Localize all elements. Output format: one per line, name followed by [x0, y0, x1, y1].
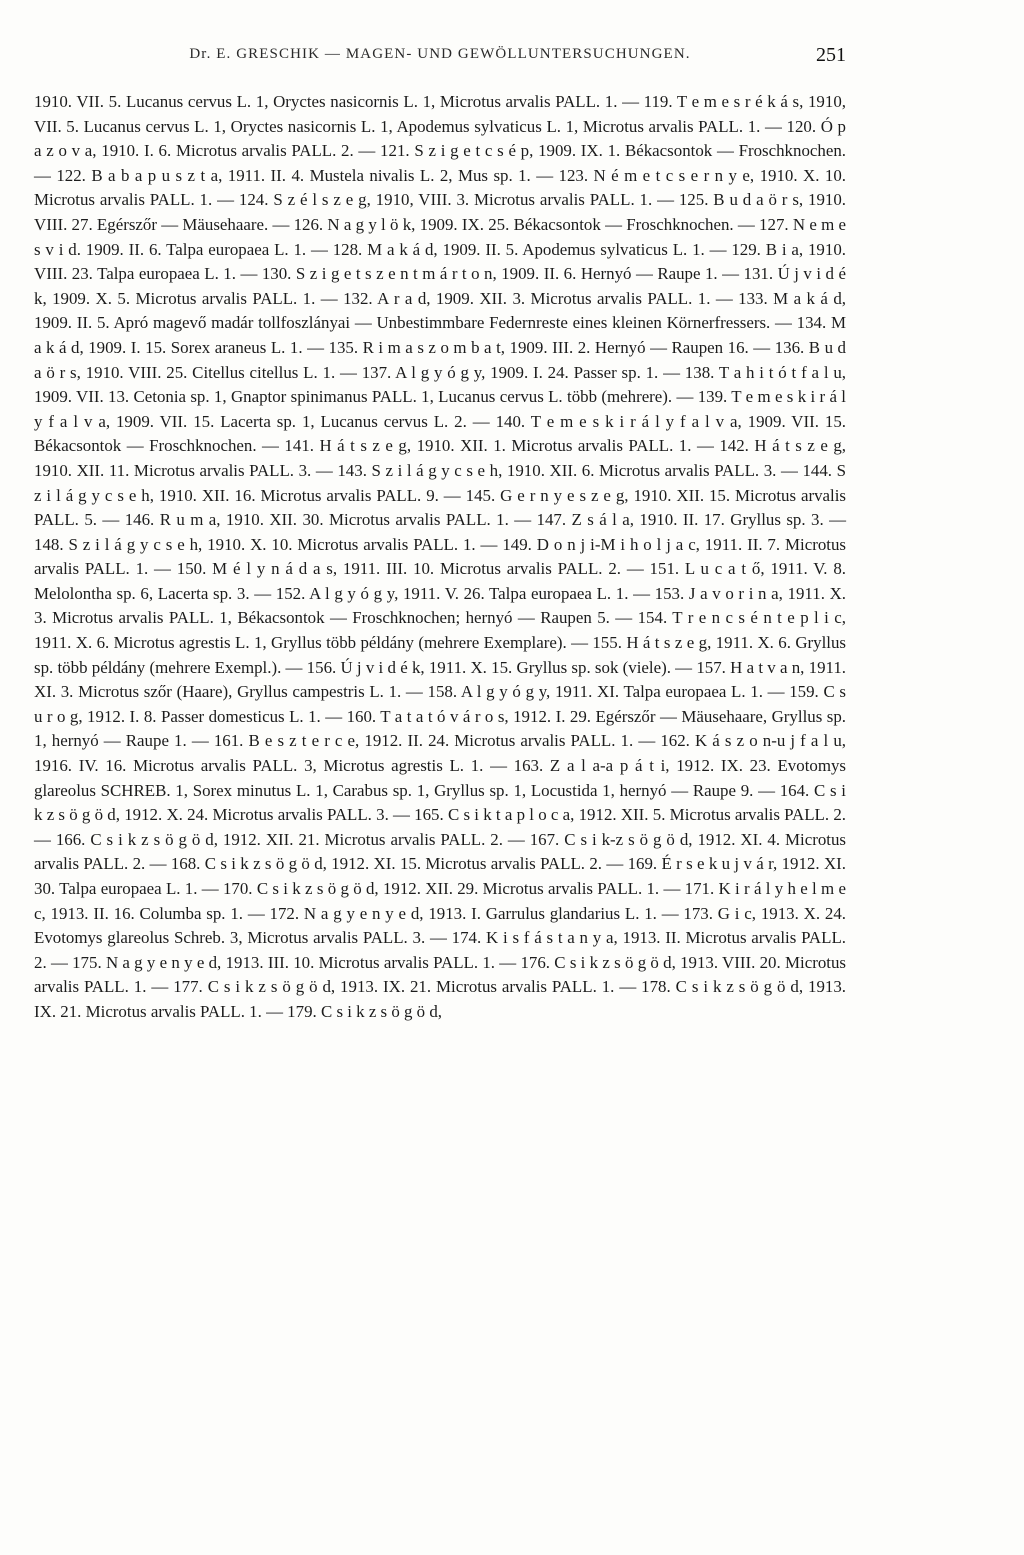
running-head-title: Dr. E. GRESCHIK — MAGEN- UND GEWÖLLUNTERSUCHUNGEN.	[189, 46, 691, 62]
running-head	[34, 44, 846, 70]
body-paragraph	[34, 90, 846, 1025]
body-paragraph-text: 1910. VII. 5. Lucanus cervus L. 1, Oryctes nasicornis L. 1, Microtus arvalis PALL. 1. — 119. T e m e s r é k á s, 1910, VII. 5. Lucanus cervus L. 1, Oryctes nasicornis L. 1, Apodemus sylvaticus L. 1, Microtus arvalis PALL. 1. — 120. Ó p a z o v a, 1910. I. 6. Microtus arvalis PALL. 2. — 121. S z i g e t c s é p, 1909. IX. 1. Békacsontok — Froschknochen. — 122. B a b a p u s z t a, 1911. II. 4. Mustela nivalis L. 2, Mus sp. 1. — 123. N é m e t c s e r n y e, 1910. X. 10. Microtus arvalis PALL. 1. — 124. S z é l s z e g, 1910, VIII. 3. Microtus arvalis PALL. 1. — 125. B u d a ö r s, 1910. VIII. 27. Egérszőr — Mäusehaare. — 126. N a g y l ö k, 1909. IX. 25. Békacsontok — Froschknochen. — 127. N e m e s v i d. 1909. II. 6. Talpa europaea L. 1. — 128. M a k á d, 1909. II. 5. Apodemus sylvaticus L. 1. — 129. B i a, 1910. VIII. 23. Talpa europaea L. 1. — 130. S z i g e t s z e n t m á r t o n, 1909. II. 6. Hernyó — Raupe 1. — 131. Ú j v i d é k, 1909. X. 5. Microtus arvalis PALL. 1. — 132. A r a d, 1909. XII. 3. Microtus arvalis PALL. 1. — 133. M a k á d, 1909. II. 5. Apró magevő madár tollfoszlányai — Unbestimmbare Federnreste eines kleinen Körnerfressers. — 134. M a k á d, 1909. I. 15. Sorex araneus L. 1. — 135. R i m a s z o m b a t, 1909. III. 2. Hernyó — Raupen 16. — 136. B u d a ö r s, 1910. VIII. 25. Citellus citellus L. 1. — 137. A l g y ó g y, 1909. I. 24. Passer sp. 1. — 138. T a h i t ó t f a l u, 1909. VII. 13. Cetonia sp. 1, Gnaptor spinimanus PALL. 1, Lucanus cervus L. több (mehrere). — 139. T e m e s k i r á l y f a l v a, 1909. VII. 15. Lacerta sp. 1, Lucanus cervus L. 2. — 140. T e m e s k i r á l y f a l v a, 1909. VII. 15. Békacsontok — Froschknochen. — 141. H á t s z e g, 1910. XII. 1. Microtus arvalis PALL. 1. — 142. H á t s z e g, 1910. XII. 11. Microtus arvalis PALL. 3. — 143. S z i l á g y c s e h, 1910. XII. 6. Microtus arvalis PALL. 3. — 144. S z i l á g y c s e h, 1910. XII. 16. Microtus arvalis PALL. 9. — 145. G e r n y e s z e g, 1910. XII. 15. Microtus arvalis PALL. 5. — 146. R u m a, 1910. XII. 30. Microtus arvalis PALL. 1. — 147. Z s á l a, 1910. II. 17. Gryllus sp. 3. — 148. S z i l á g y c s e h, 1910. X. 10. Microtus arvalis PALL. 1. — 149. D o n j i-M i h o l j a c, 1911. II. 7. Microtus arvalis PALL. 1. — 150. M é l y n á d a s, 1911. III. 10. Microtus arvalis PALL. 2. — 151. L u c a t ő, 1911. V. 8. Melolontha sp. 6, Lacerta sp. 3. — 152. A l g y ó g y, 1911. V. 26. Talpa europaea L. 1. — 153. J a v o r i n a, 1911. X. 3. Microtus arvalis PALL. 1, Békacsontok — Froschknochen; hernyó — Raupen 5. — 154. T r e n c s é n t e p l i c, 1911. X. 6. Microtus agrestis L. 1, Gryllus több példány (mehrere Exemplare). — 155. H á t s z e g, 1911. X. 6. Gryllus sp. több példány (mehrere Exempl.). — 156. Ú j v i d é k, 1911. X. 15. Gryllus sp. sok (viele). — 157. H a t v a n, 1911. XI. 3. Microtus szőr (Haare), Gryllus campestris L. 1. — 158. A l g y ó g y, 1911. XI. Talpa europaea L. 1. — 159. C s u r o g, 1912. I. 8. Passer domesticus L. 1. — 160. T a t a t ó v á r o s, 1912. I. 29. Egérszőr — Mäusehaare, Gryllus sp. 1, hernyó — Raupe 1. — 161. B e s z t e r c e, 1912. II. 24. Microtus arvalis PALL. 1. — 162. K á s z o n-u j f a l u, 1916. IV. 16. Microtus arvalis PALL. 3, Microtus agrestis L. 1. — 163. Z a l a-a p á t i, 1912. IX. 23. Evotomys glareolus SCHREB. 1, Sorex minutus L. 1, Carabus sp. 1, Gryllus sp. 1, Locustida 1, hernyó — Raupe 9. — 164. C s i k z s ö g ö d, 1912. X. 24. Microtus arvalis PALL. 3. — 165. C s i k t a p l o c a, 1912. XII. 5. Microtus arvalis PALL. 2. — 166. C s i k z s ö g ö d, 1912. XII. 21. Microtus arvalis PALL. 2. — 167. C s i k-z s ö g ö d, 1912. XI. 4. Microtus arvalis PALL. 2. — 168. C s i k z s ö g ö d, 1912. XI. 15. Microtus arvalis PALL. 2. — 169. É r s e k u j v á r, 1912. XI. 30. Talpa europaea L. 1. — 170. C s i k z s ö g ö d, 1912. XII. 29. Microtus arvalis PALL. 1. — 171. K i r á l y h e l m e c, 1913. II. 16. Columba sp. 1. — 172. N a g y e n y e d, 1913. I. Garrulus glandarius L. 1. — 173. G i c, 1913. X. 24. Evotomys glareolus Schreb. 3, Microtus arvalis PALL. 3. — 174. K i s f á s t a n y a, 1913. II. Microtus arvalis PALL. 2. — 175. N a g y e n y e d, 1913. III. 10. Microtus arvalis PALL. 1. — 176. C s i k z s ö g ö d, 1913. VIII. 20. Microtus arvalis PALL. 1. — 177. C s i k z s ö g ö d, 1913. IX. 21. Microtus arvalis PALL. 1. — 178. C s i k z s ö g ö d, 1913. IX. 21. Microtus arvalis PALL. 1. — 179. C s i k z s ö g ö d,	[34, 92, 846, 1021]
page-number: 251	[816, 44, 846, 66]
